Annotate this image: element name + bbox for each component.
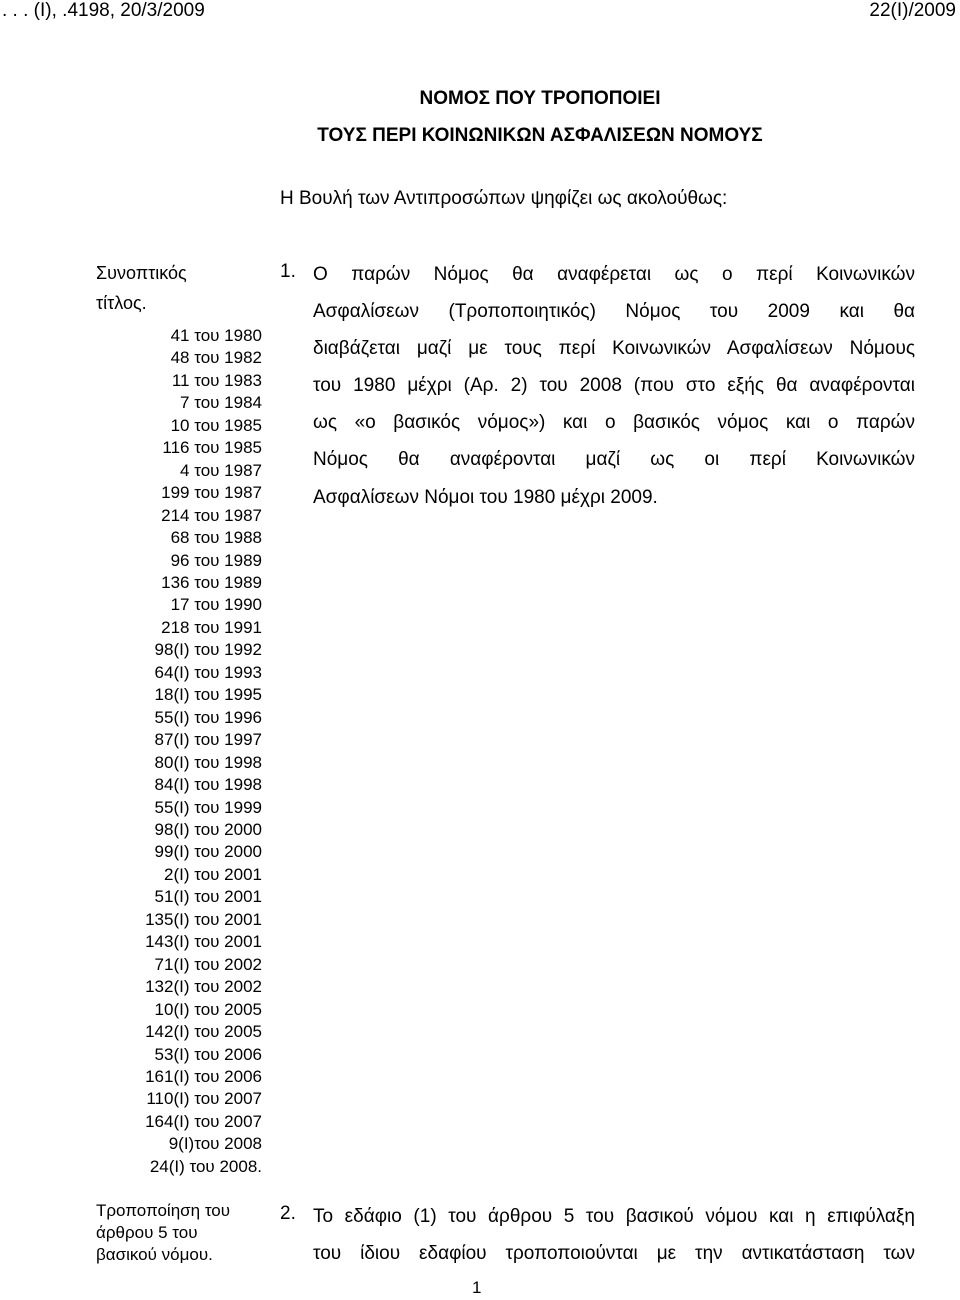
short-title-label: Συνοπτικός	[96, 263, 187, 283]
amending-law-item: 51(Ι) του 2001	[154, 887, 262, 907]
amending-law-item: 68 του 1988	[170, 528, 262, 548]
margin-note-line: Τροποποίηση του	[96, 1201, 231, 1220]
section-1-line: Νόμος θα αναφέρονται μαζί ως οι περί Κοινωνικών	[313, 449, 915, 471]
section-1-number: 1.	[280, 261, 296, 282]
enacting-clause: Η Βουλή των Αντιπροσώπων ψηφίζει ως ακολούθως:	[280, 188, 728, 209]
amending-law-item: 110(Ι) του 2007	[146, 1089, 262, 1109]
amending-law-item: 161(Ι) του 2006	[145, 1066, 262, 1086]
amending-law-item: 7 του 1984	[180, 393, 262, 413]
section-1-line: Ασφαλίσεων (Τροποποιητικός) Νόμος του 2009 και θα	[313, 301, 915, 323]
amending-law-item: 24(Ι) του 2008.	[149, 1156, 262, 1176]
section-2-line: του ίδιου εδαφίου τροποποιούνται με την αντικατάσταση των	[313, 1243, 915, 1265]
amending-law-item: 4 του 1987	[180, 460, 262, 480]
amending-law-item: 48 του 1982	[170, 348, 262, 368]
amending-laws-list	[60, 325, 262, 1178]
amending-law-item: 84(Ι) του 1998	[154, 775, 262, 795]
amending-law-item: 98(Ι) του 1992	[154, 640, 262, 660]
amending-law-item: 10 του 1985	[170, 415, 262, 435]
margin-note-line: άρθρου 5 του	[96, 1223, 198, 1242]
amending-law-item: 53(Ι) του 2006	[154, 1044, 262, 1064]
amending-law-item: 136 του 1989	[161, 572, 262, 592]
section-1-line: Ασφαλίσεων Νόμοι του 1980 μέχρι 2009.	[313, 486, 658, 508]
law-title-line-2: ΤΟΥΣ ΠΕΡΙ ΚΟΙΝΩΝΙΚΩΝ ΑΣΦΑΛΙΣΕΩΝ ΝΟΜΟΥΣ	[317, 125, 763, 146]
section-2-margin-note	[96, 1200, 230, 1266]
section-1-text	[313, 256, 915, 516]
amending-law-item: 11 του 1983	[171, 370, 262, 390]
header-gazette-reference: . . . (Ι), .4198, 20/3/2009	[2, 0, 205, 21]
amending-law-item: 80(Ι) του 1998	[154, 752, 262, 772]
section-1-line: ως «ο βασικός νόμος») και ο βασικός νόμος και ο παρών	[313, 412, 915, 434]
amending-law-item: 164(Ι) του 2007	[145, 1111, 262, 1131]
amending-law-item: 132(Ι) του 2002	[145, 977, 262, 997]
amending-law-item: 96 του 1989	[170, 550, 262, 570]
section-1-line: Ο παρών Νόμος θα αναφέρεται ως ο περί Κοινωνικών	[313, 264, 915, 285]
section-1-line: του 1980 μέχρι (Αρ. 2) του 2008 (που στο εξής θα αναφέρονται	[313, 375, 915, 397]
short-title-label-cont: τίτλος.	[96, 293, 147, 313]
section-1-line: διαβάζεται μαζί με τους περί Κοινωνικών Ασφαλίσεων Νόμους	[313, 338, 915, 360]
amending-law-item: 55(Ι) του 1999	[154, 797, 262, 817]
amending-law-item: 87(Ι) του 1997	[154, 730, 262, 750]
amending-law-item: 55(Ι) του 1996	[154, 707, 262, 727]
section-2-number: 2.	[280, 1203, 296, 1224]
amending-law-item: 17 του 1990	[170, 595, 262, 615]
amending-law-item: 64(Ι) του 1993	[154, 662, 262, 682]
margin-note-line: βασικού νόμου.	[96, 1245, 213, 1264]
amending-law-item: 214 του 1987	[161, 505, 262, 525]
amending-law-item: 10(Ι) του 2005	[154, 999, 262, 1019]
page-number: 1	[472, 1278, 482, 1297]
amending-law-item: 18(Ι) του 1995	[154, 685, 262, 705]
amending-law-item: 9(Ι)του 2008	[168, 1134, 262, 1154]
law-title-line-1: ΝΟΜΟΣ ΠΟΥ ΤΡΟΠΟΠΟΙΕΙ	[419, 88, 661, 109]
section-2-line: Το εδάφιο (1) του άρθρου 5 του βασικού νόμου και η επιφύλαξη	[313, 1206, 915, 1227]
header-law-number: 22(Ι)/2009	[869, 0, 956, 21]
amending-law-item: 218 του 1991	[161, 617, 262, 637]
amending-law-item: 71(Ι) του 2002	[154, 954, 262, 974]
section-2-text	[313, 1198, 915, 1272]
amending-law-item: 116 του 1985	[162, 438, 262, 458]
amending-law-item: 41 του 1980	[170, 326, 262, 345]
amending-law-item: 135(Ι) του 2001	[145, 909, 262, 929]
amending-law-item: 199 του 1987	[161, 483, 262, 503]
amending-law-item: 142(Ι) του 2005	[145, 1022, 262, 1042]
amending-law-item: 99(Ι) του 2000	[154, 842, 262, 862]
amending-law-item: 143(Ι) του 2001	[145, 932, 262, 952]
amending-law-item: 2(Ι) του 2001	[164, 864, 262, 884]
amending-law-item: 98(Ι) του 2000	[154, 819, 262, 839]
